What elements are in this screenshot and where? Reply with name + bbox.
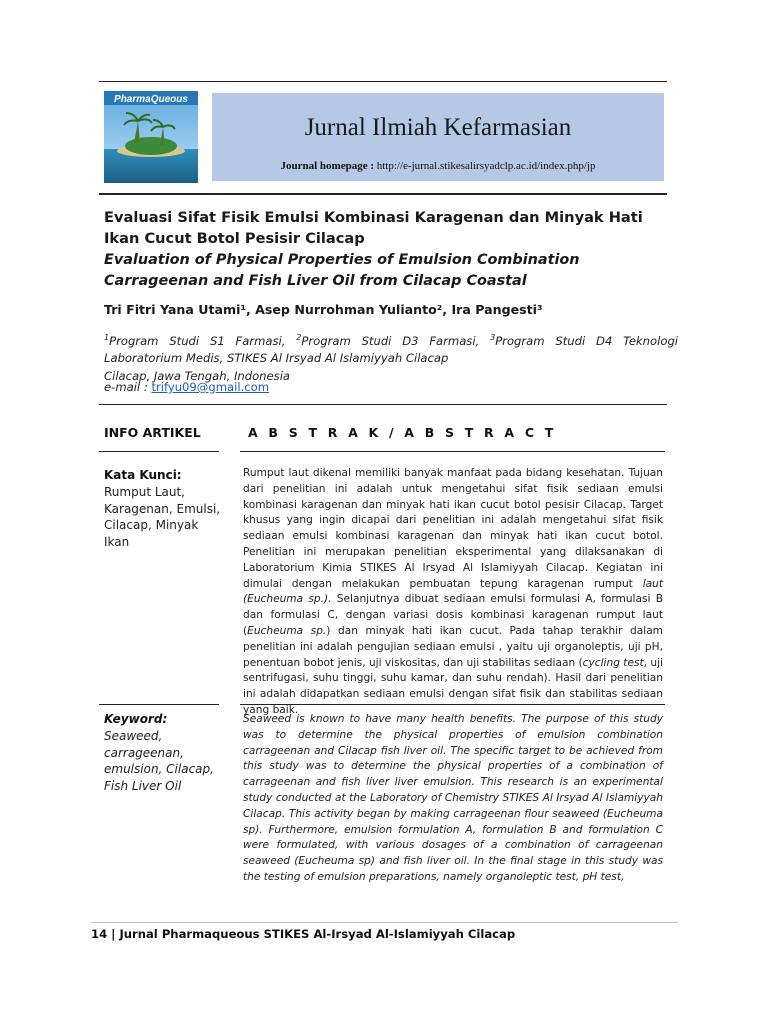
abstract-heading-rule xyxy=(240,451,665,452)
cover-brand-text: PharmaQueous xyxy=(114,94,188,105)
abstract-divider-rule xyxy=(240,704,665,705)
article-title-indonesian: Evaluasi Sifat Fisik Emulsi Kombinasi Karagenan dan Minyak Hati Ikan Cucut Botol Pesisir Cilacap xyxy=(104,209,643,247)
affil-sup-3: 3 xyxy=(490,333,496,342)
affil-3: Program Studi D4 Teknologi Laboratorium Medis, STIKES Al Irsyad Al Islamiyyah Cilacap xyxy=(104,333,679,366)
affil-sup-1: 1 xyxy=(104,333,110,342)
keyword-label: Keyword: xyxy=(104,712,168,726)
footer-rule xyxy=(91,922,678,923)
email-label: e-mail : xyxy=(104,380,148,394)
journal-title: Jurnal Ilmiah Kefarmasian xyxy=(304,114,572,141)
page-footer: 14 | Jurnal Pharmaqueous STIKES Al-Irsyad Al-Islamiyyah Cilacap xyxy=(91,927,516,941)
affiliation-bottom-rule xyxy=(99,404,667,405)
top-rule xyxy=(99,81,667,82)
affil-2: Program Studi D3 Farmasi, xyxy=(301,333,480,348)
article-title-english: Evaluation of Physical Properties of Emulsion Combination Carrageenan and Fish Liver Oil from Cilacap Coastal xyxy=(104,252,580,289)
kata-kunci-list: Rumput Laut, Karagenan, Emulsi, Cilacap, Minyak Ikan xyxy=(104,485,221,549)
email-row xyxy=(104,380,269,394)
abstract-id-part-3: ) dan minyak hati ikan cucut. Pada tahap terakhir dalam penelitian ini adalah pengujian sediaan emulsi , yaitu uji organoleptis, uji pH, penentuan bobot jenis, uji viskositas, dan uji stabilitas sediaan ( xyxy=(243,624,664,669)
header-bottom-rule xyxy=(99,193,667,195)
keywords-divider-rule xyxy=(99,704,219,705)
author-affiliations xyxy=(104,329,678,385)
author-list: Tri Fitri Yana Utami¹, Asep Nurrohman Yulianto², Ira Pangesti³ xyxy=(104,302,543,317)
journal-homepage xyxy=(212,160,664,172)
info-artikel-heading: INFO ARTIKEL xyxy=(104,425,201,440)
journal-cover-image xyxy=(104,91,198,183)
abstract-id-part-1: Rumput laut dikenal memiliki banyak manfaat pada bidang kesehatan. Tujuan dari penelitian ini adalah untuk mengetahui sifat fisik sediaan emulsi kombinasi karagenan dan minyak hati ikan cucut botol pesisir Cilacap. Target khusus yang ingin dicapai dari penelitian ini adalah mengetahui sifat fisik sediaan emulsi kombinasi karagenan dan minyak hati ikan cucut botol. Penelitian ini merupakan penelitian eksperimental yang dilaksanakan di Laboratorium Kimia STIKES Al Irsyad Al Islamiyyah Cilacap. Kegiatan ini dimulai dengan melakukan pembuatan tepung karagenan rumput xyxy=(243,467,663,590)
abstract-id-italic-3: cycling test xyxy=(582,656,644,669)
affil-location: Cilacap, Jawa Tengah, Indonesia xyxy=(104,368,291,383)
abstract-english: Seaweed is known to have many health benefits. The purpose of this study was to determine the physical properties of emulsion combination carrageenan and Cilacap fish liver oil. The specific target to be achieved from this study was to determine the physical properties of a combination of carrageenan and fish liver liver emulsion. This research is an experimental study conducted at the Laboratory of Chemistry STIKES Al Irsyad Al Islamiyyah Cilacap. This activity began by making carrageenan flour seaweed (Eucheuma sp). Furthermore, emulsion formulation A, formulation B and formulation C were formulated, with various dosages of a combination of carrageenan seaweed (Eucheuma sp) and fish liver oil. In the final stage in this study was the testing of emulsion preparations, namely organoleptic test, pH test, xyxy=(243,713,663,883)
abstract-id-part-2: Selanjutnya dibuat sediaan emulsi formulasi A, formulasi B dan formulasi C, dengan variasi dosis kombinasi karagenan rumput laut ( xyxy=(243,593,663,637)
abstract-indonesian xyxy=(243,466,663,719)
homepage-label: Journal homepage : xyxy=(280,160,374,172)
keyword-list: Seaweed, carrageenan, emulsion, Cilacap, Fish Liver Oil xyxy=(104,729,214,793)
abstract-id-italic-2: Eucheuma sp. xyxy=(247,624,327,637)
homepage-url[interactable]: http://e-jurnal.stikesalirsyadclp.ac.id/index.php/jp xyxy=(376,160,596,172)
affil-1: Program Studi S1 Farmasi, xyxy=(109,333,286,348)
abstract-heading: A B S T R A K / A B S T R A C T xyxy=(248,425,557,440)
abstract-id-part-4: , uji sentrifugasi, suhu tinggi, suhu kamar, dan suhu rendah). Hasil dari penelitian ini adalah didapatkan sediaan emulsi dengan sifat fisik dan stabilitas sediaan yang baik. xyxy=(243,656,663,716)
email-link[interactable]: trifyu09@gmail.com xyxy=(151,380,270,394)
affil-sup-2: 2 xyxy=(296,333,302,342)
info-heading-rule xyxy=(99,451,219,452)
kata-kunci-label: Kata Kunci: xyxy=(104,468,182,482)
abstract-id-italic-1: laut (Eucheuma sp.). xyxy=(243,577,663,606)
